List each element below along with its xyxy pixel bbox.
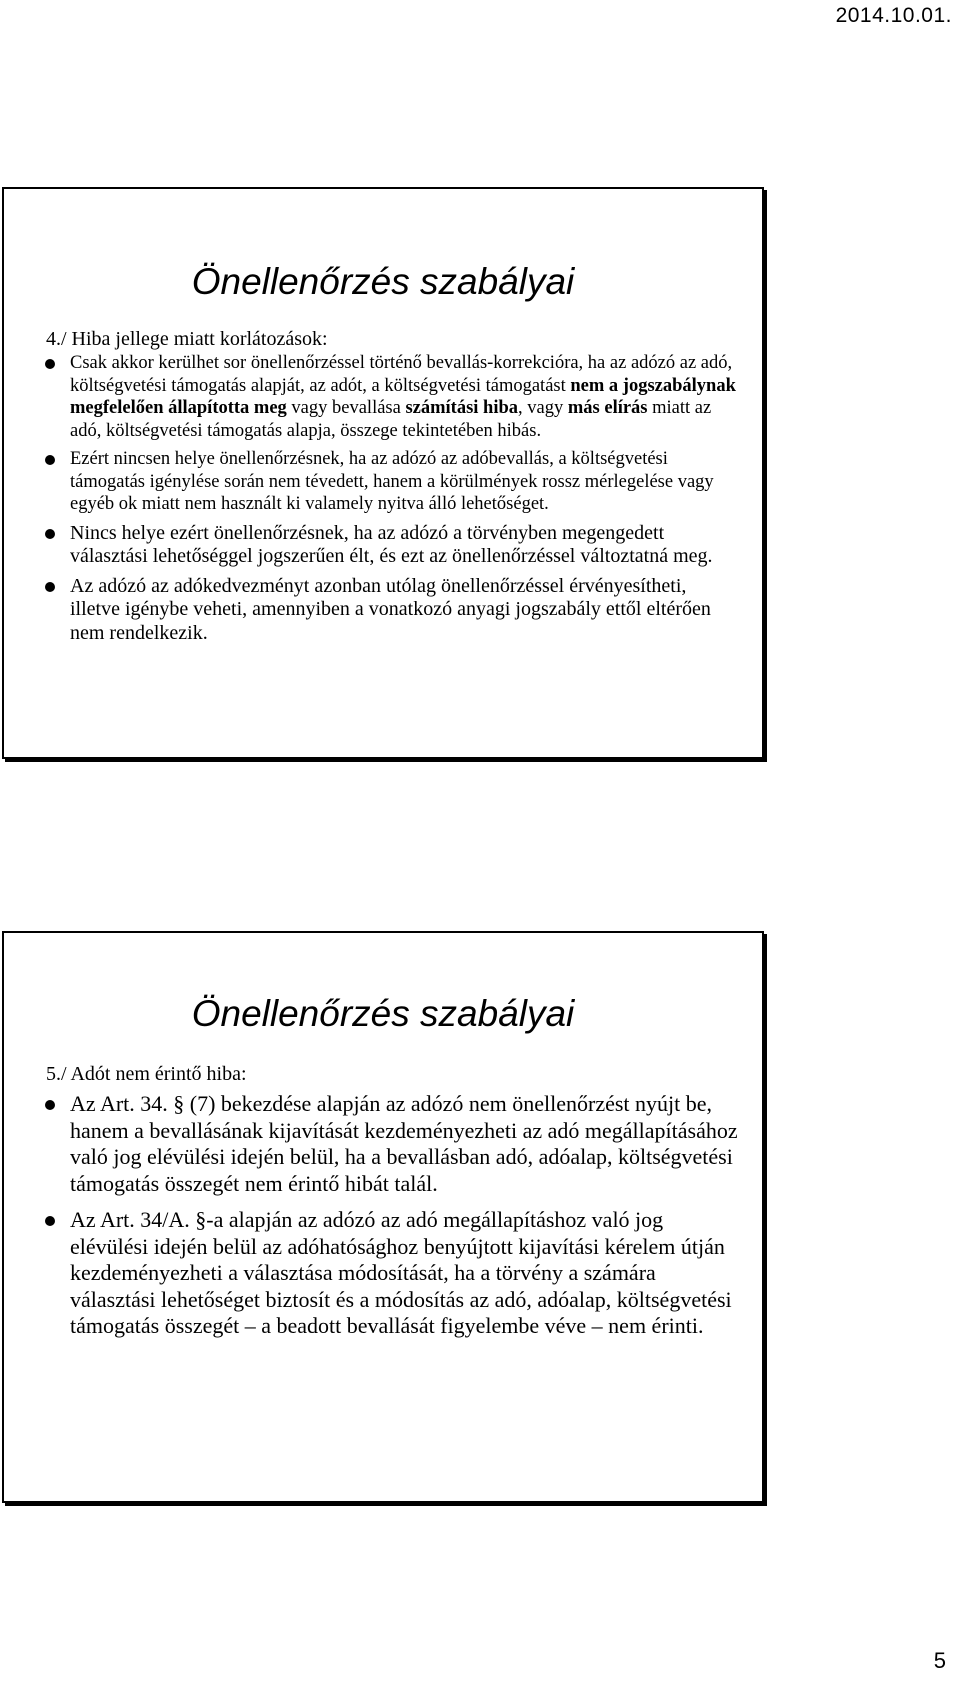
slide-2 <box>2 931 764 1503</box>
slide-2-bullet-list <box>4 1091 740 1340</box>
slide-1-bullet-2: Ezért nincsen helye önellenőrzésnek, ha az adózó az adóbevallás, a költségvetési támogatás igénylése során nem tévedett, hanem a körülmények rossz mérlegelése vagy egyéb ok miatt nem használt ki valamely nyitva álló lehetőséget. <box>4 448 740 516</box>
slide-1-bullet-list <box>4 352 740 645</box>
page-number: 5 <box>933 1648 946 1673</box>
bullet-emphasis: más elírás <box>567 398 648 418</box>
bullet-emphasis: számítási hiba <box>405 398 519 418</box>
slide-1-bullet-1 <box>4 352 740 442</box>
slide-2-bullet-2: Az Art. 34/A. §-a alapján az adózó az adó megállapításhoz való jog elévülési idején belül az adóhatósághoz benyújtott kijavítási kérelem útján kezdeményezheti a választása módosítását, ha a törvény a számára választási lehetőséget biztosít és a módosítás az adó, adóalap, költségvetési támogatás összegét – a beadott bevallását figyelembe véve – nem érinti. <box>4 1207 740 1340</box>
slide-2-heading: 5./ Adót nem érintő hiba: <box>46 1063 247 1085</box>
slide-2-title: Önellenőrzés szabályai <box>191 993 575 1034</box>
document-date: 2014.10.01. <box>835 4 952 27</box>
bullet-emphasis: nem a jogszabálynak megfelelően állapította meg <box>70 375 736 418</box>
slide-1-body <box>4 328 740 651</box>
slide-1 <box>2 187 764 759</box>
slide-2-bullet-1: Az Art. 34. § (7) bekezdése alapján az adózó nem önellenőrzést nyújt be, hanem a bevallásának kijavítását kezdeményezheti az adó megállapításához való jog elévülési idején belül, ha a bevallásban adó, adóalap, költségvetési támogatás összegét nem érintő hibát talál. <box>4 1091 740 1197</box>
bullet-text: miatt az adó, költségvetési támogatás alapja, összege tekintetében hibás. <box>70 398 712 441</box>
slide-1-bullet-3: Nincs helye ezért önellenőrzésnek, ha az adózó a törvényben megengedett választási lehetőséggel jogszerűen élt, és ezt az önellenőrzéssel változtatná meg. <box>4 522 740 569</box>
slide-2-body <box>4 1061 740 1350</box>
slide-1-bullet-4: Az adózó az adókedvezményt azonban utólag önellenőrzéssel érvényesítheti, illetve igénybe veheti, amennyiben a vonatkozó anyagi jogszabály ettől eltérően nem rendelkezik. <box>4 575 740 646</box>
slide-1-title: Önellenőrzés szabályai <box>191 261 575 302</box>
bullet-text: , vagy <box>518 398 568 418</box>
slide-1-heading: 4./ Hiba jellege miatt korlátozások: <box>46 328 328 350</box>
bullet-text: Csak akkor kerülhet sor önellenőrzéssel történő bevallás-korrekcióra, ha az adózó az adó, költségvetési támogatás alapját, az adót, a költségvetési támogatást <box>70 353 733 396</box>
bullet-text: vagy bevallása <box>286 398 406 418</box>
